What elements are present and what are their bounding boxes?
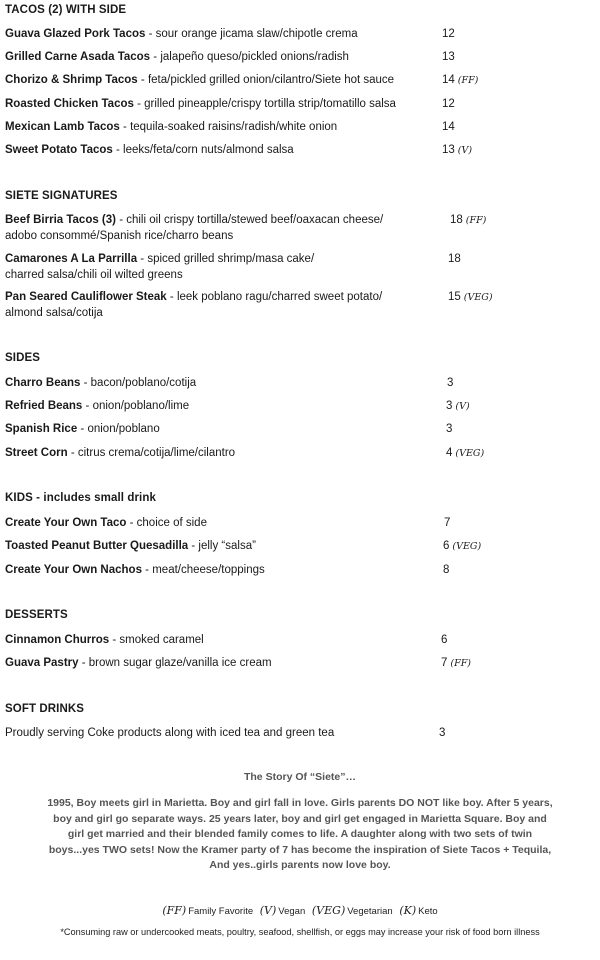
legend-label: Family Favorite [188, 906, 254, 917]
item-price: 7 [441, 657, 448, 669]
family-favorite-tag: (FF) [465, 215, 487, 226]
item-price: 18 [450, 214, 463, 226]
legend-family-favorite [162, 906, 253, 917]
item-description: jalapeño queso/pickled onions/radish [160, 51, 349, 63]
legend-tag: (VEG) [311, 904, 346, 917]
item-price: 4 [446, 447, 453, 459]
legend-vegetarian [312, 906, 393, 917]
item-price: 8 [443, 564, 450, 576]
item-price: 3 [446, 400, 453, 412]
story-line: boys...yes TWO sets! Now the Kramer party of 7 has become the inspiration of Siete Tacos + Tequila, [48, 843, 552, 856]
food-safety-disclaimer: *Consuming raw or undercooked meats, poultry, seafood, shellfish, or eggs may increase your risk of food born illness [60, 927, 540, 937]
item-name: Camarones A La Parrilla [5, 253, 138, 265]
item-description: brown sugar glaze/vanilla ice cream [88, 657, 272, 669]
item-price: 13 [442, 51, 455, 63]
item-description: citrus crema/cotija/lime/cilantro [77, 447, 236, 459]
item-name: Charro Beans [5, 377, 81, 389]
story-line: And yes..girls parents now love boy. [209, 859, 391, 872]
item-name: Guava Pastry [5, 657, 79, 669]
legend-label: Vegan [278, 906, 306, 917]
item-price: 6 [441, 634, 448, 646]
item-description: Proudly serving Coke products along with iced tea and green tea [5, 727, 335, 739]
item-price: 12 [442, 28, 455, 40]
item-name: Pan Seared Cauliflower Steak [5, 291, 167, 303]
story-line: boy and girl go separate ways. 25 years later, boy and girl get engaged in Marietta Square. Boy and [53, 812, 547, 825]
vegetarian-tag: (VEG) [455, 448, 485, 459]
section-title-signatures: SIETE SIGNATURES [5, 190, 118, 202]
item-name: Create Your Own Taco [5, 517, 127, 529]
item-description: leeks/feta/corn nuts/almond salsa [123, 144, 294, 156]
item-description-continued: adobo consommé/Spanish rice/charro beans [5, 230, 234, 242]
family-favorite-tag: (FF) [457, 75, 479, 86]
item-price: 7 [444, 517, 451, 529]
story-line: girl get married and their blended family comes to life. A daughter along with two sets of twin [67, 828, 533, 841]
legend-tag: (FF) [162, 904, 187, 917]
item-name: Grilled Carne Asada Tacos [5, 51, 151, 63]
item-description: choice of side [136, 517, 207, 529]
family-favorite-tag: (FF) [450, 658, 472, 669]
item-description: spiced grilled shrimp/masa cake/ [147, 253, 315, 265]
item-name: Street Corn [5, 447, 68, 459]
vegetarian-tag: (VEG) [452, 541, 482, 552]
legend-tag: (V) [259, 904, 277, 917]
legend-label: Vegetarian [347, 906, 393, 917]
item-description: sour orange jicama slaw/chipotle crema [155, 28, 358, 40]
section-title-sides: SIDES [5, 352, 41, 364]
item-price: 3 [446, 423, 453, 435]
story-line: 1995, Boy meets girl in Marietta. Boy and girl fall in love. Girls parents DO NOT like boy. After 5 years, [47, 797, 553, 809]
item-price: 13 [442, 144, 455, 156]
story-paragraph [0, 796, 600, 874]
dietary-legend [0, 904, 600, 917]
item-price: 15 [448, 291, 461, 303]
section-title-tacos: TACOS (2) WITH SIDE [5, 4, 127, 16]
item-name: Spanish Rice [5, 423, 78, 435]
item-description: tequila-soaked raisins/radish/white onion [130, 121, 338, 133]
item-description: onion/poblano/lime [92, 400, 190, 412]
item-name: Beef Birria Tacos (3) [5, 214, 116, 226]
item-description: onion/poblano [87, 423, 160, 435]
item-description: chili oil crispy tortilla/stewed beef/oaxacan cheese/ [126, 214, 384, 226]
item-name: Sweet Potato Tacos [5, 144, 113, 156]
item-description-continued: charred salsa/chili oil wilted greens [5, 269, 183, 281]
legend-tag: (K) [399, 904, 417, 917]
item-price: 14 [442, 74, 455, 86]
item-price: 18 [448, 253, 461, 265]
item-name: Create Your Own Nachos [5, 564, 142, 576]
item-name: Chorizo & Shrimp Tacos [5, 74, 138, 86]
item-description: meat/cheese/toppings [152, 564, 265, 576]
item-description: leek poblano ragu/charred sweet potato/ [176, 291, 383, 303]
section-title-kids: KIDS - includes small drink [5, 492, 156, 504]
item-description: jelly “salsa” [198, 540, 256, 552]
item-description: grilled pineapple/crispy tortilla strip/tomatillo salsa [144, 98, 396, 110]
section-title-desserts: DESSERTS [5, 609, 68, 621]
legend-vegan [260, 906, 305, 917]
item-name: Toasted Peanut Butter Quesadilla [5, 540, 189, 552]
item-price: 3 [439, 727, 446, 739]
item-description: smoked caramel [119, 634, 204, 646]
section-title-soft-drinks: SOFT DRINKS [5, 703, 85, 715]
item-name: Refried Beans [5, 400, 83, 412]
item-description: feta/pickled grilled onion/cilantro/Siete hot sauce [147, 74, 395, 86]
item-description: bacon/poblano/cotija [90, 377, 197, 389]
legend-keto [399, 906, 437, 917]
item-name: Cinnamon Churros [5, 634, 110, 646]
vegan-tag: (V) [455, 401, 470, 412]
item-name: Roasted Chicken Tacos [5, 98, 134, 110]
item-name: Guava Glazed Pork Tacos [5, 28, 146, 40]
vegan-tag: (V) [457, 145, 473, 156]
legend-label: Keto [418, 906, 438, 917]
item-description-continued: almond salsa/cotija [5, 307, 103, 319]
item-price: 3 [447, 377, 454, 389]
item-name: Mexican Lamb Tacos [5, 121, 120, 133]
vegetarian-tag: (VEG) [463, 292, 493, 303]
item-price: 12 [442, 98, 455, 110]
item-price: 14 [442, 121, 455, 133]
item-price: 6 [443, 540, 450, 552]
story-title: The Story Of “Siete”… [243, 771, 357, 783]
